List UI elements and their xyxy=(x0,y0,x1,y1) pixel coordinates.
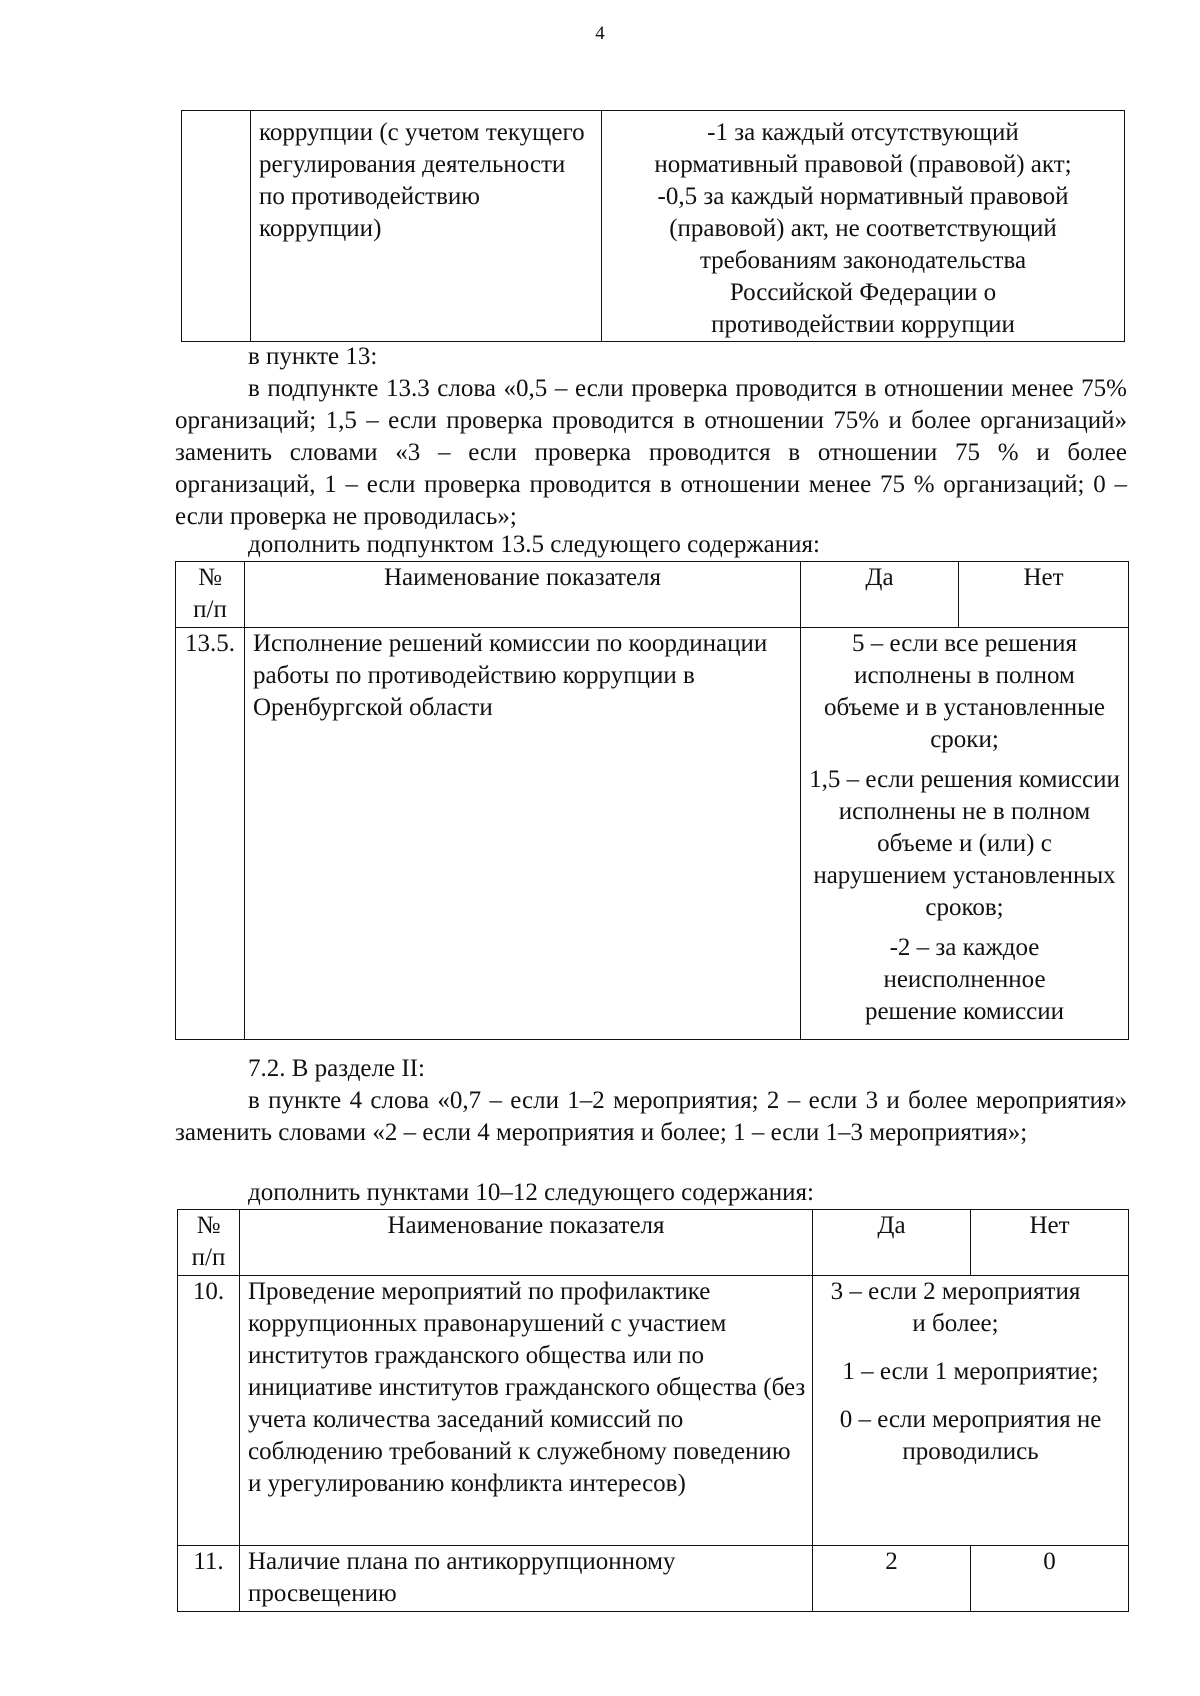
header-yes: Да xyxy=(813,1210,971,1276)
table-13-5 xyxy=(175,561,1129,1040)
table-10-12 xyxy=(177,1209,1129,1612)
section-7-2: 7.2. В разделе II: xyxy=(248,1055,425,1082)
criteria-line: противодействии коррупции xyxy=(711,311,1015,338)
header-name: Наименование показателя xyxy=(245,562,801,628)
indicator-name-cell xyxy=(251,111,602,342)
criteria-line: Российской Федерации о xyxy=(729,279,997,306)
continuation-table xyxy=(181,110,1125,342)
row-number: 13.5. xyxy=(176,628,245,1040)
header-name: Наименование показателя xyxy=(240,1210,813,1276)
row-indicator-name: Проведение мероприятий по профилактике коррупционных правонарушений с участием институтов гражданского общества или по инициативе институтов гражданского общества (без учета количества заседаний комиссий по соблюдению требований к служебному поведению и урегулированию конфликта интересов) xyxy=(240,1276,813,1546)
header-num: № п/п xyxy=(176,562,245,628)
paragraph-p13-5-intro: дополнить подпунктом 13.5 следующего содержания: xyxy=(248,531,820,558)
criteria-item: 1 – если 1 мероприятие; xyxy=(842,1358,1099,1385)
row-number: 11. xyxy=(178,1546,240,1612)
table-row xyxy=(178,1546,1129,1612)
criteria-item: 5 – если все решения исполнены в полном объеме и в установленные сроки; xyxy=(824,630,1105,753)
indicator-name: коррупции (с учетом текущего регулирования деятельности по противодействию коррупции) xyxy=(259,119,585,242)
header-no: Нет xyxy=(959,562,1129,628)
row-indicator-name: Наличие плана по антикоррупционному просвещению xyxy=(240,1546,813,1612)
table-row xyxy=(182,111,1125,342)
paragraph-p13-intro: в пункте 13: xyxy=(248,343,378,370)
row-indicator-name: Исполнение решений комиссии по координации работы по противодействию коррупции в Оренбургской области xyxy=(245,628,801,1040)
table-header-row xyxy=(176,562,1129,628)
criteria-item: 0 – если мероприятия не проводились xyxy=(839,1406,1102,1465)
criteria-line: (правовой) акт, не соответствующий xyxy=(669,215,1057,242)
table-header-row xyxy=(178,1210,1129,1276)
table-row xyxy=(178,1276,1129,1546)
row-no-value: 0 xyxy=(971,1546,1129,1612)
criteria-line: -1 за каждый отсутствующий xyxy=(707,119,1019,146)
criteria-cell xyxy=(602,111,1125,342)
page-number: 4 xyxy=(595,23,605,44)
criteria-item: -2 – за каждое неисполненное решение комиссии xyxy=(864,934,1065,1025)
row-number: 10. xyxy=(178,1276,240,1546)
paragraph-p13-3: в подпункте 13.3 слова «0,5 – если проверка проводится в отношении менее 75% организаций; 1,5 – если проверка проводится в отношении 75% и более организаций» заменить словами «3 – если проверка проводится в отношении 75 % и более организаций, 1 – если проверка проводится в отношении менее 75 % организаций; 0 – если проверка не проводилась»; xyxy=(175,375,1127,530)
criteria-line: нормативный правовой (правовой) акт; xyxy=(654,151,1072,178)
paragraph-p4: в пункте 4 слова «0,7 – если 1–2 мероприятия; 2 – если 3 и более мероприятия» заменить словами «2 – если 4 мероприятия и более; 1 – если 1–3 мероприятия»; xyxy=(175,1087,1127,1146)
header-no: Нет xyxy=(971,1210,1129,1276)
criteria-item: 1,5 – если решения комиссии исполнены не в полном объеме и (или) с нарушением установленных сроков; xyxy=(809,766,1120,921)
header-num: № п/п xyxy=(178,1210,240,1276)
header-yes: Да xyxy=(801,562,959,628)
criteria-line: -0,5 за каждый нормативный правовой xyxy=(657,183,1069,210)
number-cell xyxy=(182,111,251,342)
criteria-line: требованиям законодательства xyxy=(699,247,1027,274)
row-yes-value: 2 xyxy=(813,1546,971,1612)
criteria-item: 3 – если 2 мероприятия и более; xyxy=(830,1278,1081,1337)
row-criteria xyxy=(801,628,1129,1040)
table-row xyxy=(176,628,1129,1040)
row-criteria xyxy=(813,1276,1129,1546)
paragraph-p10-intro: дополнить пунктами 10–12 следующего содержания: xyxy=(248,1179,814,1206)
